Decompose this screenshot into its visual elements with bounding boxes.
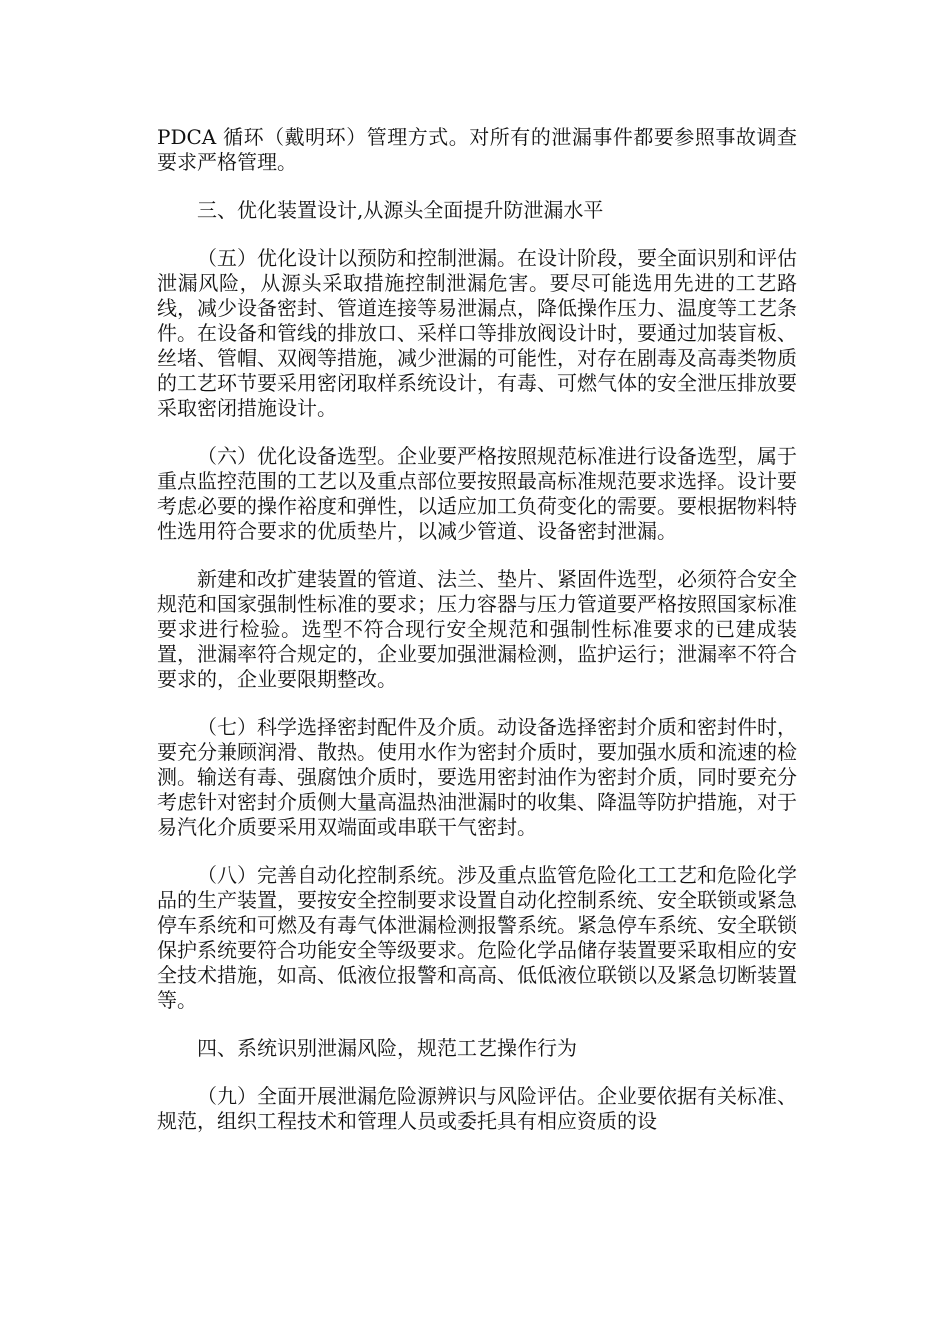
paragraph-9: （九）全面开展泄漏危险源辨识与风险评估。企业要依据有关标准、规范，组织工程技术和管理人员或委托具有相应资质的设: [157, 1084, 797, 1133]
paragraph-8: （八）完善自动化控制系统。涉及重点监管危险化工工艺和危险化学品的生产装置，要按安全控制要求设置自动化控制系统、安全联锁或紧急停车系统和可燃及有毒气体泄漏检测报警系统。紧急停车系统、安全联锁保护系统要符合功能安全等级要求。危险化学品储存装置要采取相应的安全技术措施，如高、低液位报警和高高、低低液位联锁以及紧急切断装置等。: [157, 863, 797, 1012]
paragraph-7: （七）科学选择密封配件及介质。动设备选择密封介质和密封件时，要充分兼顾润滑、散热。使用水作为密封介质时，要加强水质和流速的检测。输送有毒、强腐蚀介质时，要选用密封油作为密封介质，同时要充分考虑针对密封介质侧大量高温热油泄漏时的收集、降温等防护措施，对于易汽化介质要采用双端面或串联干气密封。: [157, 715, 797, 839]
paragraph-6-continued: 新建和改扩建装置的管道、法兰、垫片、紧固件选型，必须符合安全规范和国家强制性标准的要求；压力容器与压力管道要严格按照国家标准要求进行检验。选型不符合现行安全规范和强制性标准要求的已建成装置，泄漏率符合规定的，企业要加强泄漏检测，监护运行；泄漏率不符合要求的，企业要限期整改。: [157, 567, 797, 691]
section-heading-4: 四、系统识别泄漏风险，规范工艺操作行为: [197, 1036, 577, 1060]
paragraph-6: （六）优化设备选型。企业要严格按照规范标准进行设备选型，属于重点监控范围的工艺以及重点部位要按照最高标准规范要求选择。设计要考虑必要的操作裕度和弹性，以适应加工负荷变化的需要。要根据物料特性选用符合要求的优质垫片，以减少管道、设备密封泄漏。: [157, 444, 797, 543]
paragraph-pdca: PDCA 循环（戴明环）管理方式。对所有的泄漏事件都要参照事故调查要求严格管理。: [157, 125, 797, 174]
document-page: [157, 125, 797, 1157]
paragraph-5: （五）优化设计以预防和控制泄漏。在设计阶段，要全面识别和评估泄漏风险，从源头采取措施控制泄漏危害。要尽可能选用先进的工艺路线，减少设备密封、管道连接等易泄漏点，降低操作压力、温度等工艺条件。在设备和管线的排放口、采样口等排放阀设计时，要通过加装盲板、丝堵、管帽、双阀等措施，减少泄漏的可能性，对存在剧毒及高毒类物质的工艺环节要采用密闭取样系统设计，有毒、可燃气体的安全泄压排放要采取密闭措施设计。: [157, 246, 797, 420]
section-heading-3: 三、优化装置设计,从源头全面提升防泄漏水平: [197, 198, 604, 222]
